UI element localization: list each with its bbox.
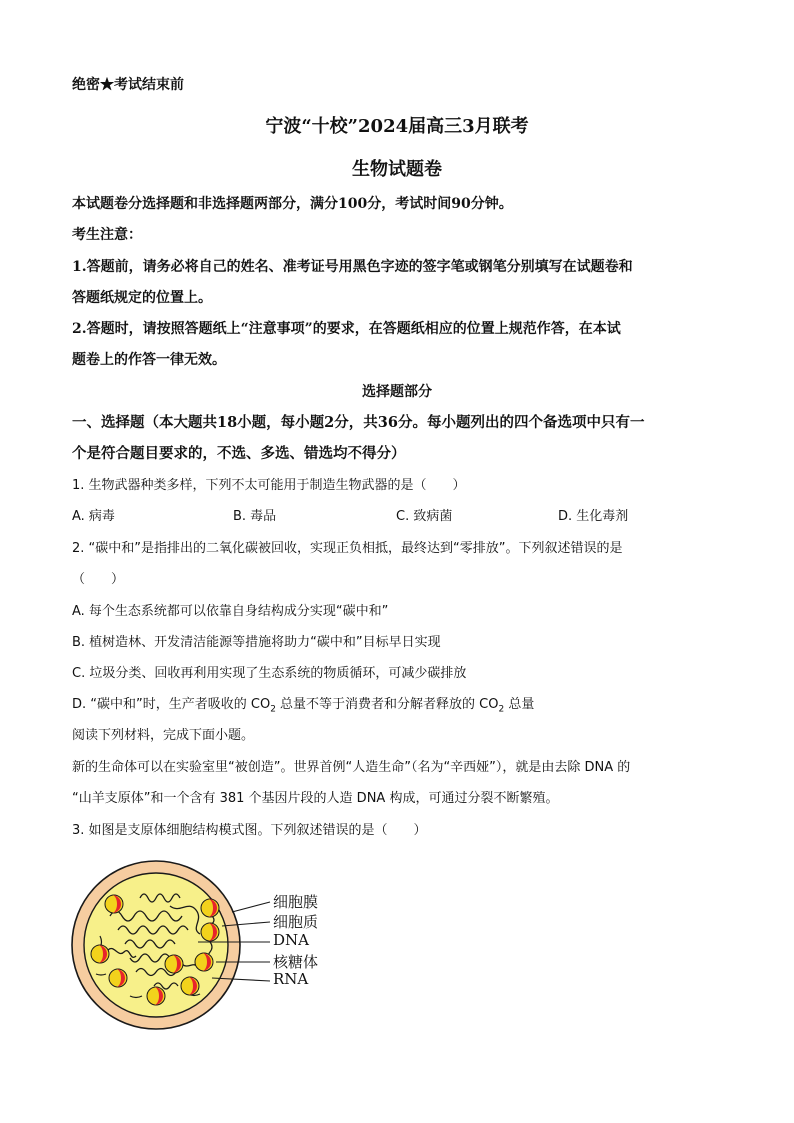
q2-option-b: B. 植树造林、开发清洁能源等措施将助力“碳中和”目标早日实现 — [72, 635, 441, 650]
label-cell-membrane: 细胞膜 — [273, 893, 319, 911]
q2-option-d-suffix: 总量 — [504, 697, 535, 712]
label-dna: DNA — [273, 931, 309, 949]
secret-mark: 绝密★考试结束前 — [72, 77, 184, 93]
note2-line1: 2.答题时，请按照答题纸上“注意事项”的要求，在答题纸相应的位置上规范作答，在本试 — [72, 321, 621, 337]
q2-option-d — [72, 693, 534, 715]
label-cytoplasm: 细胞质 — [273, 913, 319, 931]
q2-option-d-middle: 总量不等于消费者和分解者释放的 CO — [275, 697, 499, 712]
q1-stem: 1. 生物武器种类多样，下列不太可能用于制造生物武器的是（ ） — [72, 478, 466, 493]
q2-option-d-sub1: 2 — [270, 704, 276, 715]
q2-option-c: C. 垃圾分类、回收再利用实现了生态系统的物质循环，可减少碳排放 — [72, 666, 467, 681]
note2-line2: 题卷上的作答一律无效。 — [72, 352, 226, 368]
exam-title: 宁波“十校”2024届高三3月联考 — [265, 116, 529, 137]
mycoplasma-cell-diagram — [70, 846, 370, 1046]
label-rna: RNA — [273, 970, 309, 988]
q3-stem: 3. 如图是支原体细胞结构模式图。下列叙述错误的是（ ） — [72, 823, 427, 838]
q2-option-d-sub2: 2 — [498, 704, 505, 715]
q1-option-a: A. 病毒 — [72, 509, 115, 524]
q2-option-d-prefix: D. “碳中和”时，生产者吸收的 CO — [72, 697, 271, 712]
q1-option-d: D. 生化毒剂 — [558, 509, 629, 524]
note1-line2: 答题纸规定的位置上。 — [72, 290, 212, 306]
exam-summary: 本试题卷分选择题和非选择题两部分，满分100分，考试时间90分钟。 — [72, 196, 513, 212]
section-instructions-line1: 一、选择题（本大题共18小题，每小题2分，共36分。每小题列出的四个备选项中只有一 — [72, 414, 645, 431]
material-line2: “山羊支原体”和一个含有 381 个基因片段的人造 DNA 构成，可通过分裂不断繁殖。 — [72, 791, 559, 806]
notice-heading: 考生注意： — [72, 227, 142, 243]
q2-stem-line2: （ ） — [72, 572, 125, 587]
q2-stem-line1: 2. “碳中和”是指排出的二氧化碳被回收，实现正负相抵，最终达到“零排放”。下列叙述错误的是 — [72, 541, 623, 556]
material-line1: 新的生命体可以在实验室里“被创造”。世界首例“人造生命”（名为“辛西娅”），就是由去除 DNA 的 — [72, 760, 631, 775]
section-heading: 选择题部分 — [362, 384, 432, 400]
label-ribosome: 核糖体 — [273, 953, 319, 971]
q1-option-c: C. 致病菌 — [396, 509, 453, 524]
material-lead: 阅读下列材料，完成下面小题。 — [72, 728, 255, 743]
note1-line1: 1.答题前，请务必将自己的姓名、准考证号用黑色字迹的签字笔或钢笔分别填写在试题卷和 — [72, 259, 633, 275]
exam-subtitle: 生物试题卷 — [352, 159, 442, 180]
section-instructions-line2: 个是符合题目要求的，不选、多选、错选均不得分） — [72, 445, 406, 462]
q1-option-b: B. 毒品 — [233, 509, 277, 524]
q2-option-a: A. 每个生态系统都可以依靠自身结构成分实现“碳中和” — [72, 604, 389, 619]
